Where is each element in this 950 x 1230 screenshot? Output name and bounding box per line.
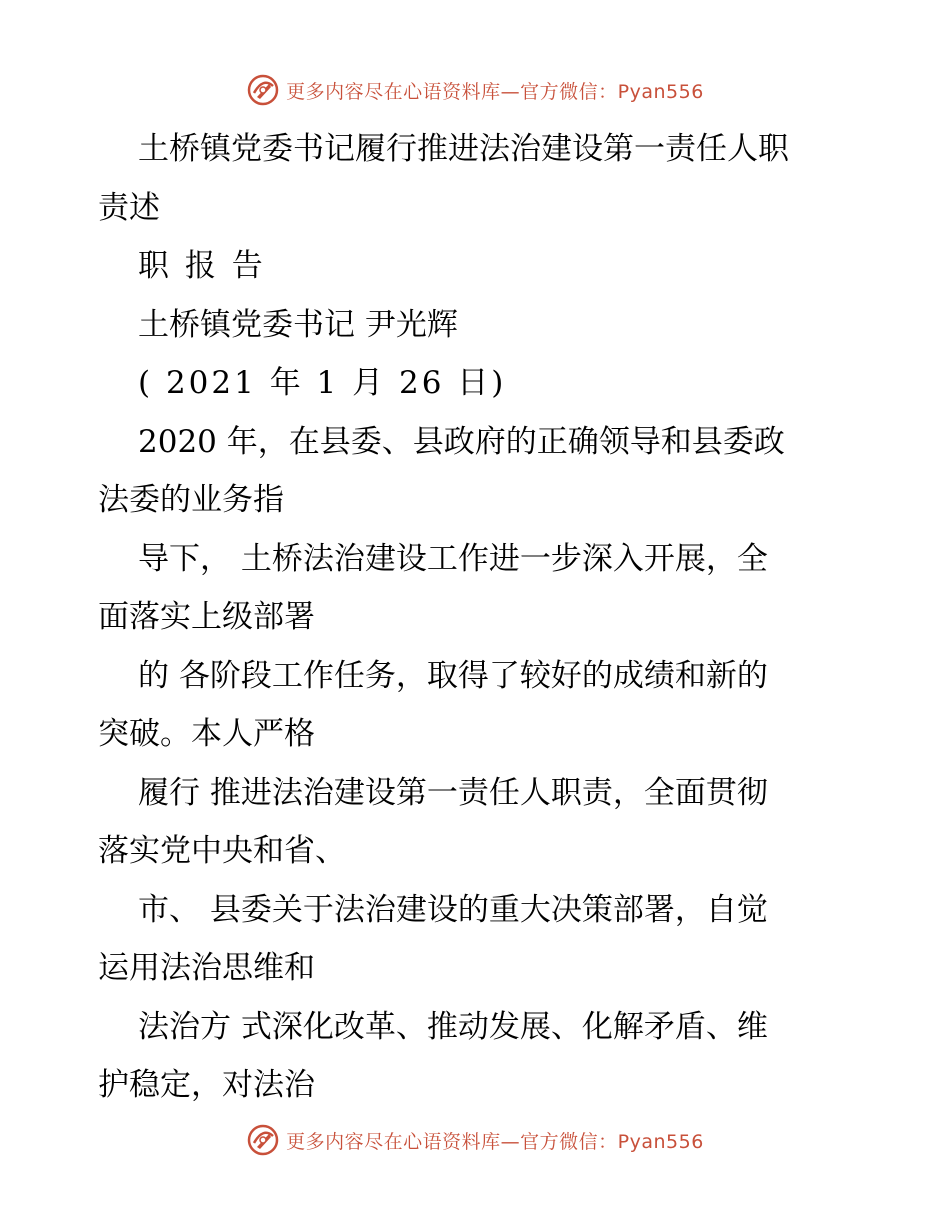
watermark-logo-icon: [246, 73, 280, 107]
watermark-banner-top: [0, 70, 950, 110]
author-line: 土桥镇党委书记 尹光辉: [138, 306, 458, 343]
paragraph-line: 护稳定，对法治: [98, 1067, 315, 1103]
title-line-1: 土桥镇党委书记履行推进法治建设第一责任人职: [138, 131, 789, 167]
paragraph-line: 面落实上级部署: [98, 599, 315, 635]
watermark-text: 更多内容尽在心语资料库—官方微信：Pyan556: [286, 80, 704, 103]
watermark-text: 更多内容尽在心语资料库—官方微信：Pyan556: [286, 1130, 704, 1153]
title-line-3: 职 报 告: [138, 248, 266, 284]
paragraph-line: 2020 年，在县委、县政府的正确领导和县委政: [138, 423, 785, 460]
watermark-banner-bottom: [0, 1120, 950, 1160]
paragraph-line: 法委的业务指: [98, 482, 284, 518]
paragraph-line: 运用法治思维和: [98, 950, 315, 986]
paragraph-line: 的 各阶段工作任务，取得了较好的成绩和新的: [138, 657, 768, 694]
paragraph-line: 导下， 土桥法治建设工作进一步深入开展，全: [138, 540, 768, 577]
paragraph-line: 突破。本人严格: [98, 716, 315, 752]
date-line: ( 2021 年 1 月 26 日): [138, 365, 507, 401]
paragraph-line: 市、 县委关于法治建设的重大决策部署，自觉: [138, 891, 768, 928]
document-body: [98, 120, 858, 1115]
paragraph-line: 落实党中央和省、: [98, 833, 346, 869]
paragraph-line: 法治方 式深化改革、推动发展、化解矛盾、维: [138, 1008, 768, 1045]
watermark-logo-icon: [246, 1123, 280, 1157]
paragraph-line: 履行 推进法治建设第一责任人职责，全面贯彻: [138, 774, 768, 811]
title-line-2: 责述: [98, 189, 160, 226]
